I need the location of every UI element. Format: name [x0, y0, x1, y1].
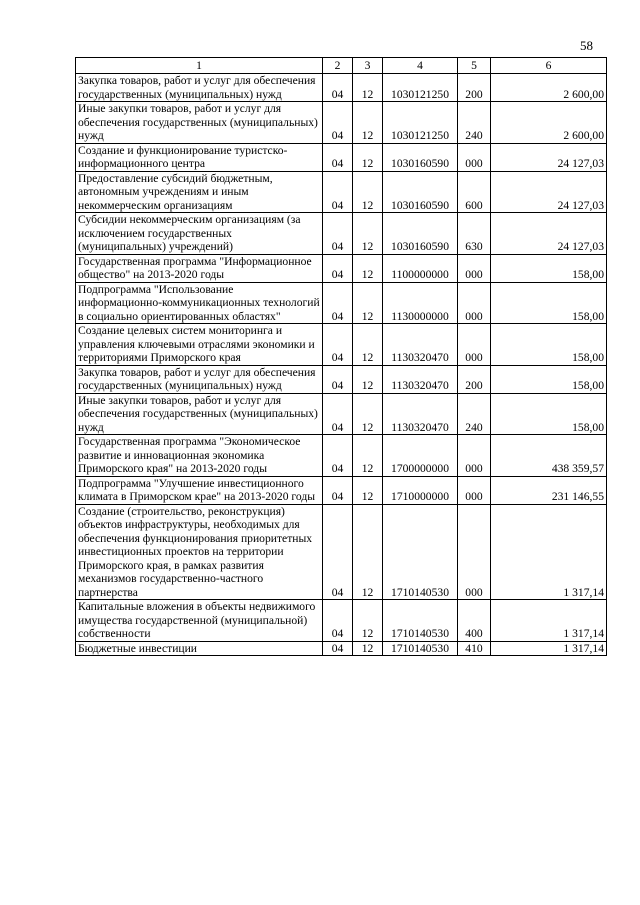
- section-code-cell: 04: [323, 171, 353, 213]
- table-header-row: [76, 58, 607, 74]
- expense-type-cell: 000: [458, 435, 491, 477]
- expense-type-cell: 000: [458, 324, 491, 366]
- target-article-cell: 1100000000: [383, 254, 458, 282]
- subsection-code-cell: 12: [353, 324, 383, 366]
- table-row: [76, 74, 607, 102]
- subsection-code-cell: 12: [353, 143, 383, 171]
- section-code-cell: 04: [323, 74, 353, 102]
- target-article-cell: 1130320470: [383, 324, 458, 366]
- subsection-code-cell: 12: [353, 74, 383, 102]
- expense-type-cell: 240: [458, 102, 491, 144]
- header-cell: 4: [383, 58, 458, 74]
- item-name-cell: Закупка товаров, работ и услуг для обеспечения государственных (муниципальных) нужд: [76, 365, 323, 393]
- target-article-cell: 1700000000: [383, 435, 458, 477]
- subsection-code-cell: 12: [353, 435, 383, 477]
- header-cell: 5: [458, 58, 491, 74]
- target-article-cell: 1130320470: [383, 365, 458, 393]
- item-name-cell: Государственная программа "Экономическое развитие и инновационная экономика Приморского края" на 2013-2020 годы: [76, 435, 323, 477]
- subsection-code-cell: 12: [353, 254, 383, 282]
- item-name-cell: Иные закупки товаров, работ и услуг для обеспечения государственных (муниципальных) нужд: [76, 393, 323, 435]
- table-row: [76, 282, 607, 324]
- amount-cell: 158,00: [491, 324, 607, 366]
- section-code-cell: 04: [323, 435, 353, 477]
- table-row: [76, 213, 607, 255]
- expense-type-cell: 240: [458, 393, 491, 435]
- subsection-code-cell: 12: [353, 476, 383, 504]
- subsection-code-cell: 12: [353, 102, 383, 144]
- expense-type-cell: 400: [458, 600, 491, 642]
- section-code-cell: 04: [323, 213, 353, 255]
- section-code-cell: 04: [323, 324, 353, 366]
- subsection-code-cell: 12: [353, 393, 383, 435]
- subsection-code-cell: 12: [353, 171, 383, 213]
- table-row: [76, 324, 607, 366]
- target-article-cell: 1710140530: [383, 600, 458, 642]
- amount-cell: 158,00: [491, 254, 607, 282]
- header-cell: 3: [353, 58, 383, 74]
- table-row: [76, 254, 607, 282]
- target-article-cell: 1030121250: [383, 102, 458, 144]
- amount-cell: 1 317,14: [491, 600, 607, 642]
- amount-cell: 1 317,14: [491, 641, 607, 656]
- table-row: [76, 143, 607, 171]
- item-name-cell: Государственная программа "Информационное общество" на 2013-2020 годы: [76, 254, 323, 282]
- expense-type-cell: 000: [458, 476, 491, 504]
- item-name-cell: Предоставление субсидий бюджетным, автономным учреждениям и иным некоммерческим организациям: [76, 171, 323, 213]
- subsection-code-cell: 12: [353, 213, 383, 255]
- expense-type-cell: 200: [458, 365, 491, 393]
- subsection-code-cell: 12: [353, 641, 383, 656]
- section-code-cell: 04: [323, 143, 353, 171]
- section-code-cell: 04: [323, 641, 353, 656]
- item-name-cell: Создание и функционирование туристско-информационного центра: [76, 143, 323, 171]
- budget-table: [75, 57, 607, 656]
- amount-cell: 24 127,03: [491, 171, 607, 213]
- table-row: [76, 171, 607, 213]
- target-article-cell: 1710140530: [383, 504, 458, 600]
- section-code-cell: 04: [323, 393, 353, 435]
- item-name-cell: Подпрограмма "Улучшение инвестиционного климата в Приморском крае" на 2013-2020 годы: [76, 476, 323, 504]
- target-article-cell: 1030160590: [383, 143, 458, 171]
- item-name-cell: Капитальные вложения в объекты недвижимого имущества государственной (муниципальной) собственности: [76, 600, 323, 642]
- amount-cell: 231 146,55: [491, 476, 607, 504]
- table-row: [76, 600, 607, 642]
- section-code-cell: 04: [323, 600, 353, 642]
- target-article-cell: 1130320470: [383, 393, 458, 435]
- header-cell: 2: [323, 58, 353, 74]
- item-name-cell: Подпрограмма "Использование информационно-коммуникационных технологий в социально ориентированных областях": [76, 282, 323, 324]
- item-name-cell: Создание целевых систем мониторинга и управления ключевыми отраслями экономики и территориями Приморского края: [76, 324, 323, 366]
- section-code-cell: 04: [323, 102, 353, 144]
- target-article-cell: 1030160590: [383, 171, 458, 213]
- table-row: [76, 641, 607, 656]
- header-cell: 1: [76, 58, 323, 74]
- target-article-cell: 1710000000: [383, 476, 458, 504]
- subsection-code-cell: 12: [353, 365, 383, 393]
- amount-cell: 24 127,03: [491, 213, 607, 255]
- section-code-cell: 04: [323, 254, 353, 282]
- amount-cell: 1 317,14: [491, 504, 607, 600]
- amount-cell: 24 127,03: [491, 143, 607, 171]
- table-row: [76, 476, 607, 504]
- item-name-cell: Закупка товаров, работ и услуг для обеспечения государственных (муниципальных) нужд: [76, 74, 323, 102]
- section-code-cell: 04: [323, 282, 353, 324]
- amount-cell: 2 600,00: [491, 74, 607, 102]
- expense-type-cell: 000: [458, 143, 491, 171]
- target-article-cell: 1030121250: [383, 74, 458, 102]
- item-name-cell: Создание (строительство, реконструкция) объектов инфраструктуры, необходимых для обеспечения функционирования приоритетных инвестиционных проектов на территории Приморского края, в рамках развития механизмов государственно-частного партнерства: [76, 504, 323, 600]
- amount-cell: 158,00: [491, 393, 607, 435]
- expense-type-cell: 630: [458, 213, 491, 255]
- item-name-cell: Субсидии некоммерческим организациям (за исключением государственных (муниципальных) учреждений): [76, 213, 323, 255]
- item-name-cell: Иные закупки товаров, работ и услуг для обеспечения государственных (муниципальных) нужд: [76, 102, 323, 144]
- amount-cell: 2 600,00: [491, 102, 607, 144]
- item-name-cell: Бюджетные инвестиции: [76, 641, 323, 656]
- target-article-cell: 1130000000: [383, 282, 458, 324]
- target-article-cell: 1710140530: [383, 641, 458, 656]
- table-row: [76, 435, 607, 477]
- expense-type-cell: 600: [458, 171, 491, 213]
- amount-cell: 438 359,57: [491, 435, 607, 477]
- expense-type-cell: 000: [458, 254, 491, 282]
- section-code-cell: 04: [323, 476, 353, 504]
- amount-cell: 158,00: [491, 365, 607, 393]
- subsection-code-cell: 12: [353, 282, 383, 324]
- table-row: [76, 365, 607, 393]
- subsection-code-cell: 12: [353, 504, 383, 600]
- table-row: [76, 504, 607, 600]
- subsection-code-cell: 12: [353, 600, 383, 642]
- expense-type-cell: 410: [458, 641, 491, 656]
- target-article-cell: 1030160590: [383, 213, 458, 255]
- amount-cell: 158,00: [491, 282, 607, 324]
- header-cell: 6: [491, 58, 607, 74]
- section-code-cell: 04: [323, 365, 353, 393]
- expense-type-cell: 000: [458, 282, 491, 324]
- table-row: [76, 102, 607, 144]
- page-number: 58: [580, 38, 593, 53]
- expense-type-cell: 200: [458, 74, 491, 102]
- table-row: [76, 393, 607, 435]
- expense-type-cell: 000: [458, 504, 491, 600]
- section-code-cell: 04: [323, 504, 353, 600]
